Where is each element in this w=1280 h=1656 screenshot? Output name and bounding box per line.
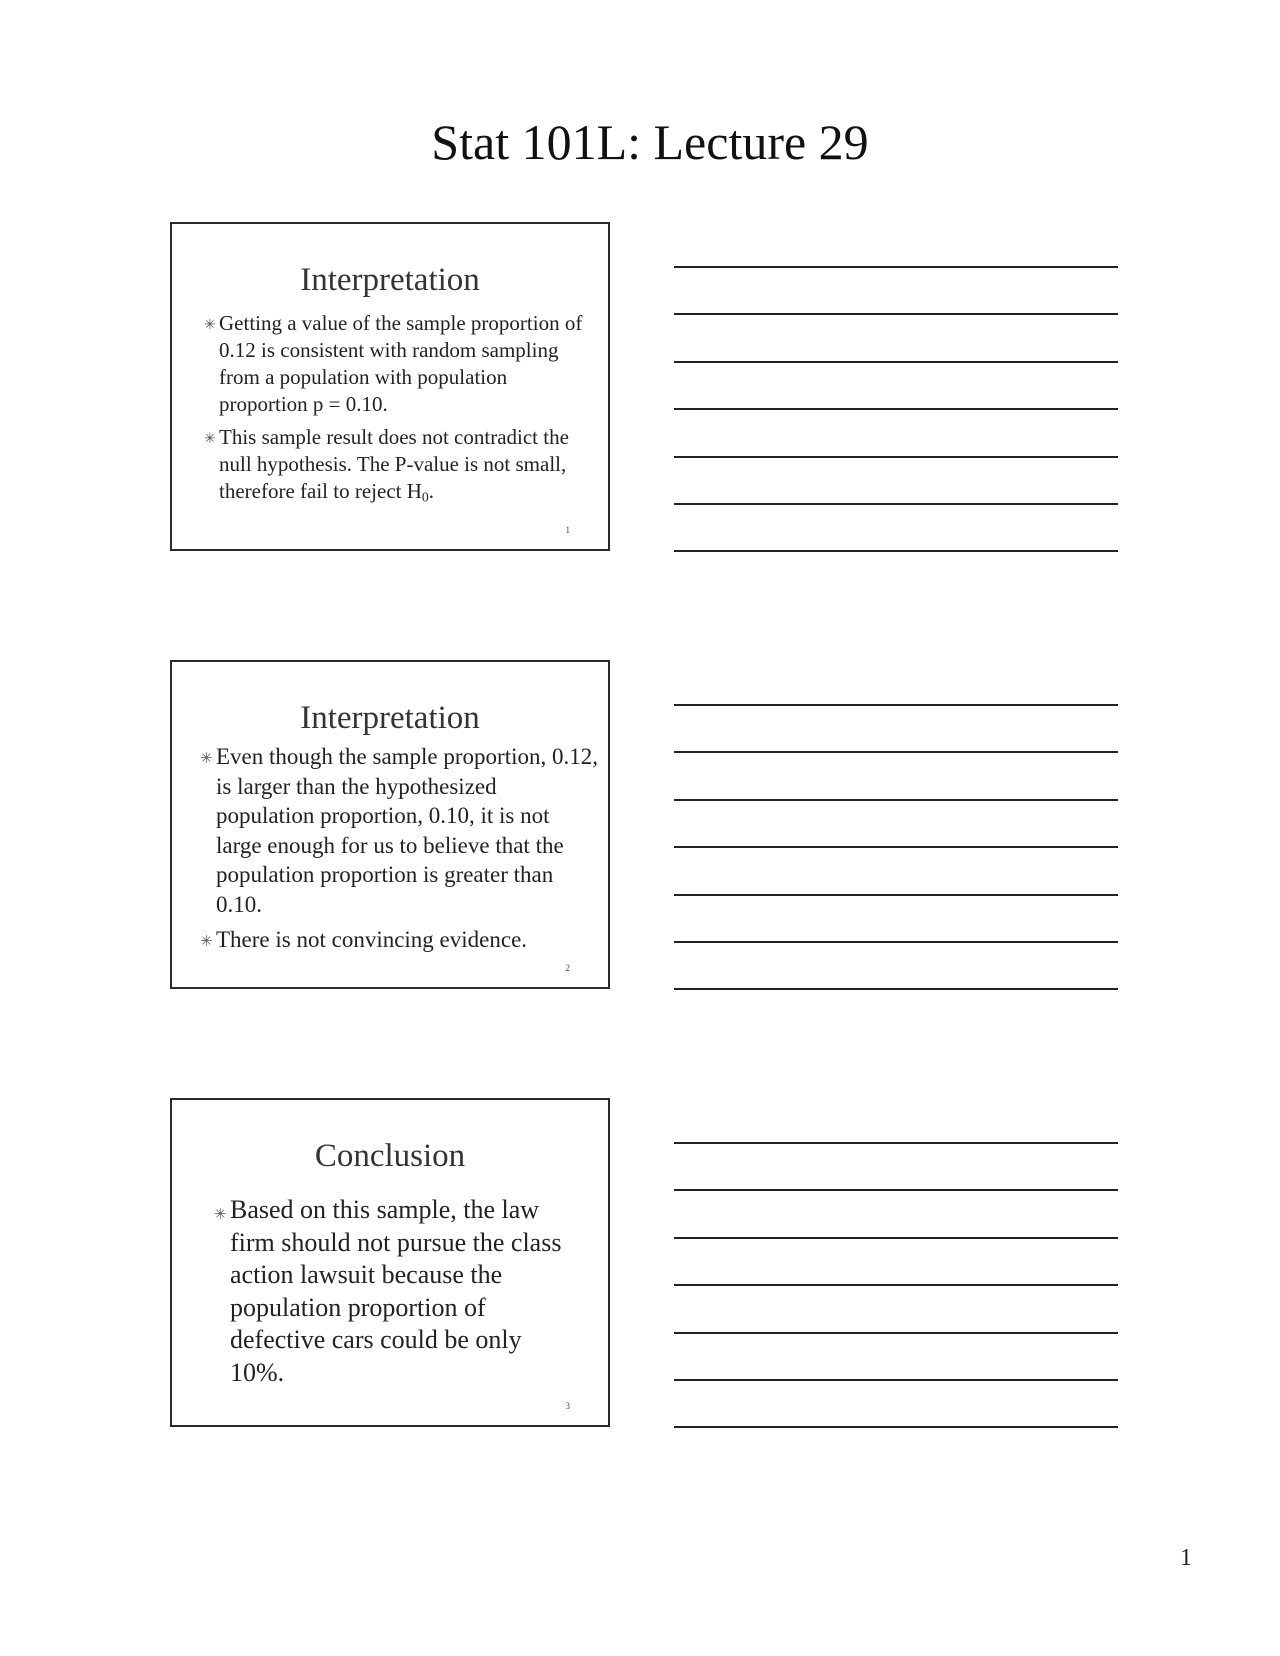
note-line <box>674 1332 1118 1334</box>
bullet-item <box>204 424 598 505</box>
slide-2 <box>170 660 610 989</box>
bullet-text: Even though the sample proportion, 0.12, is larger than the hypothesized population proportion, 0.10, it is not large enough for us to believe that the population proportion is greater than 0.10. <box>216 744 598 917</box>
bullet-text: Getting a value of the sample proportion of 0.12 is consistent with random sampling from a population with population proportion p = 0.10. <box>219 311 583 416</box>
note-line <box>674 1426 1118 1428</box>
notes-lines-2 <box>674 660 1118 990</box>
slide-3 <box>170 1098 610 1427</box>
slide-title: Interpretation <box>300 262 480 298</box>
page-title: Stat 101L: Lecture 29 <box>431 114 869 170</box>
bullet-text: There is not convincing evidence. <box>216 927 528 952</box>
notes-lines-3 <box>674 1098 1118 1428</box>
note-line <box>674 1189 1118 1191</box>
bullet-item <box>214 1194 578 1389</box>
note-line <box>674 266 1118 268</box>
note-line <box>674 751 1118 753</box>
note-line <box>674 313 1118 315</box>
note-line <box>674 799 1118 801</box>
note-line <box>674 361 1118 363</box>
note-line <box>674 894 1118 896</box>
asterisk-bullet-icon: ✳︎ <box>200 934 213 950</box>
slide-number: 2 <box>565 963 570 973</box>
page-number: 1 <box>1180 1545 1192 1571</box>
bullet-item <box>200 742 600 919</box>
note-line <box>674 1142 1118 1144</box>
note-line <box>674 1284 1118 1286</box>
notes-lines-1 <box>674 222 1118 552</box>
bullet-list <box>214 1194 578 1389</box>
note-line <box>674 550 1118 552</box>
slide-number: 1 <box>565 525 570 535</box>
slide-title: Interpretation <box>300 700 480 736</box>
slide-title: Conclusion <box>314 1138 466 1174</box>
bullet-item <box>204 310 598 418</box>
bullet-item <box>200 925 600 955</box>
note-line <box>674 941 1118 943</box>
bullet-list <box>200 742 600 955</box>
bullet-list <box>204 310 598 505</box>
asterisk-bullet-icon: ✳︎ <box>204 432 216 447</box>
subscript: 0 <box>421 489 429 505</box>
asterisk-bullet-icon: ✳︎ <box>204 318 216 333</box>
bullet-suffix: . <box>428 479 434 503</box>
note-line <box>674 503 1118 505</box>
slide-1 <box>170 222 610 551</box>
note-line <box>674 704 1118 706</box>
note-line <box>674 408 1118 410</box>
slide-number: 3 <box>565 1401 570 1411</box>
note-line <box>674 1379 1118 1381</box>
note-line <box>674 1237 1118 1239</box>
note-line <box>674 988 1118 990</box>
asterisk-bullet-icon: ✳︎ <box>214 1207 227 1223</box>
note-line <box>674 456 1118 458</box>
bullet-text: This sample result does not contradict the null hypothesis. The P-value is not small, therefore fail to reject H <box>219 425 569 503</box>
note-line <box>674 846 1118 848</box>
asterisk-bullet-icon: ✳︎ <box>200 751 213 767</box>
bullet-text: Based on this sample, the law firm should not pursue the class action lawsuit because the population proportion of defective cars could be only 10%. <box>230 1195 562 1387</box>
